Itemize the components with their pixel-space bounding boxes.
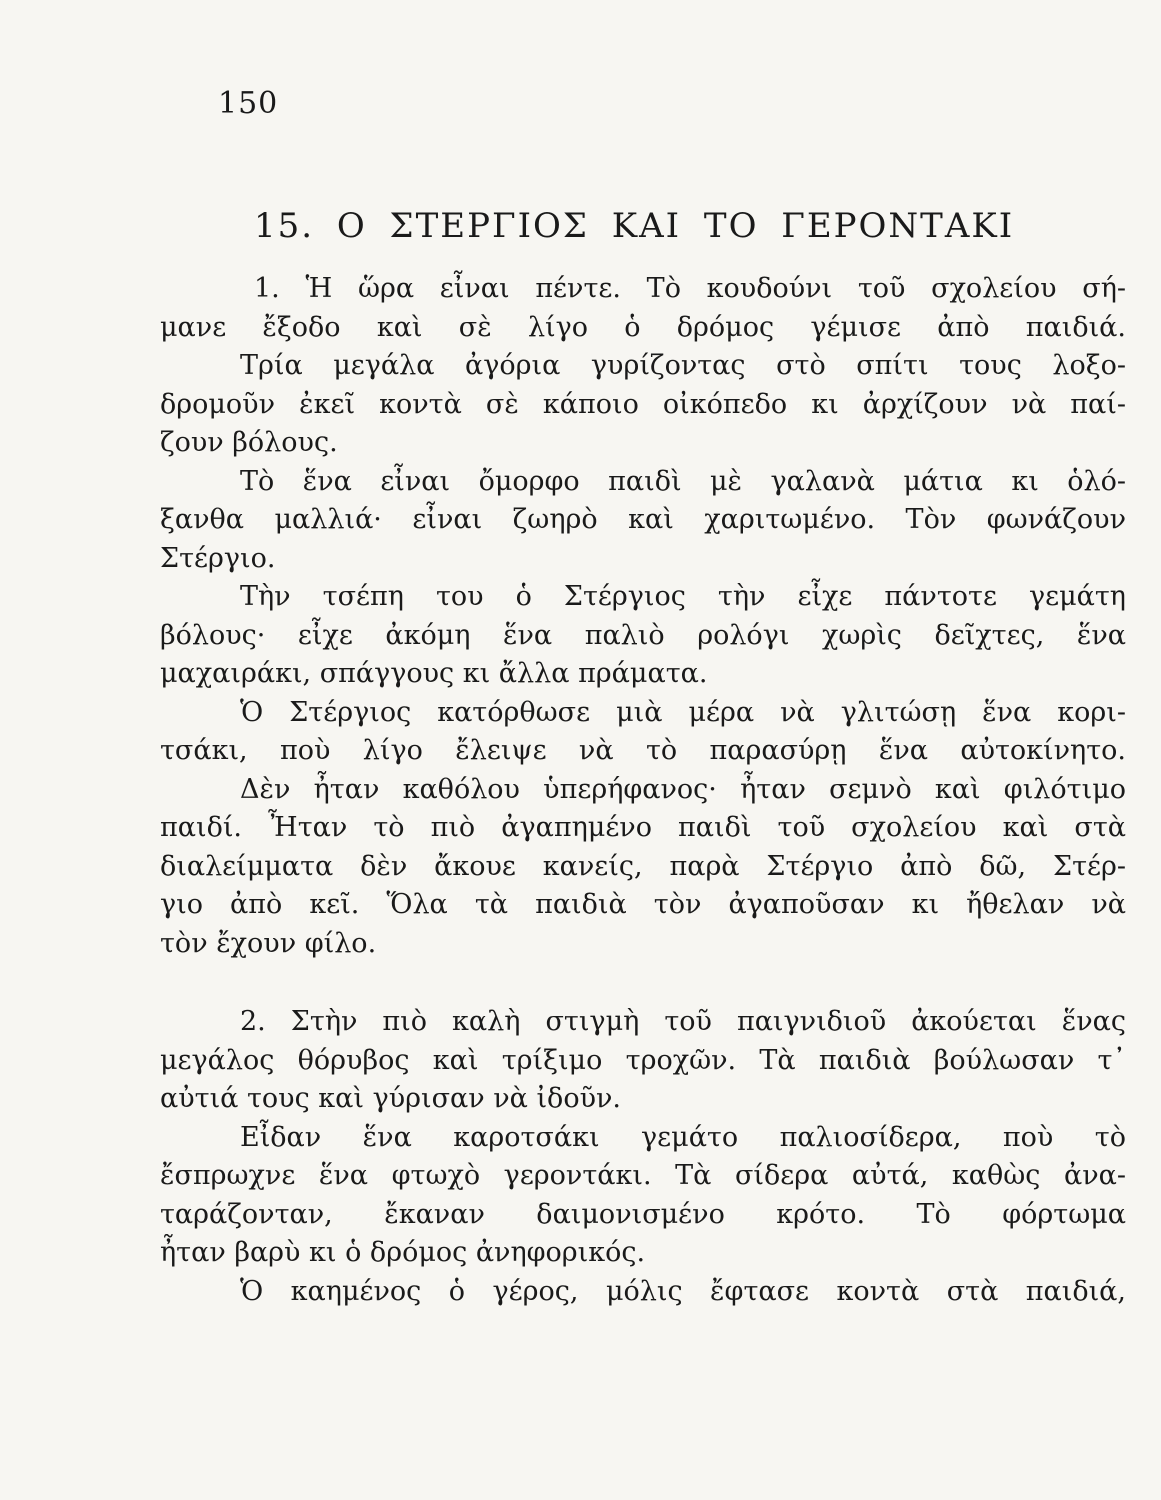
text-line: ἔσπρωχνε ἕνα φτωχὸ γεροντάκι. Τὰ σίδερα αὐτά, καθὼς ἀνα-	[160, 1160, 1126, 1191]
chapter-title: 15. Ο ΣΤΕΡΓΙΟΣ ΚΑΙ ΤΟ ΓΕΡΟΝΤΑΚΙ	[254, 206, 1015, 246]
page-number: 150	[218, 86, 279, 121]
text-line: Εἶδαν ἕνα καροτσάκι γεμάτο παλιοσίδερα, ποὺ τὸ	[240, 1121, 1126, 1153]
text-line: Τὸ ἕνα εἶναι ὄμορφο παιδὶ μὲ γαλανὰ μάτια κι ὁλό-	[240, 465, 1126, 497]
text-line: ταράζονταν, ἔκαναν δαιμονισμένο κρότο. Τὸ φόρτωμα	[160, 1198, 1126, 1230]
section-gap	[160, 963, 1126, 1003]
body-text	[160, 270, 1126, 1311]
text-line: 2. Στὴν πιὸ καλὴ στιγμὴ τοῦ παιγνιδιοῦ ἀκούεται ἕνας	[240, 1006, 1126, 1037]
text-line: βόλους· εἶχε ἀκόμη ἕνα παλιὸ ρολόγι χωρὶς δεῖχτες, ἕνα	[160, 619, 1126, 651]
text-line: δρομοῦν ἐκεῖ κοντὰ σὲ κάποιο οἰκόπεδο κι ἀρχίζουν νὰ παί-	[160, 388, 1126, 420]
text-line: Τὴν τσέπη του ὁ Στέργιος τὴν εἶχε πάντοτε γεμάτη	[240, 581, 1126, 612]
text-line: τσάκι, ποὺ λίγο ἔλειψε νὰ τὸ παρασύρῃ ἕνα αὐτοκίνητο.	[160, 735, 1126, 766]
text-line: Ὁ Στέργιος κατόρθωσε μιὰ μέρα νὰ γλιτώσῃ ἕνα κορι-	[240, 696, 1126, 728]
text-line: μεγάλος θόρυβος καὶ τρίξιμο τροχῶν. Τὰ παιδιὰ βούλωσαν τ᾿	[160, 1044, 1126, 1076]
text-line: μαχαιράκι, σπάγγους κι ἄλλα πράματα.	[160, 658, 708, 689]
text-line: ἦταν βαρὺ κι ὁ δρόμος ἀνηφορικός.	[160, 1237, 646, 1268]
text-line: γιο ἀπὸ κεῖ. Ὅλα τὰ παιδιὰ τὸν ἀγαποῦσαν κι ἤθελαν νὰ	[160, 889, 1126, 920]
text-line: Δὲν ἦταν καθόλου ὑπερήφανος· ἦταν σεμνὸ καὶ φιλότιμο	[240, 773, 1126, 805]
text-line: Τρία μεγάλα ἀγόρια γυρίζοντας στὸ σπίτι τους λοξο-	[240, 350, 1126, 381]
text-line: Ὁ καημένος ὁ γέρος, μόλις ἔφτασε κοντὰ στὰ παιδιά,	[240, 1275, 1126, 1307]
text-line: 1. Ἡ ὥρα εἶναι πέντε. Τὸ κουδούνι τοῦ σχολείου σή-	[254, 273, 1126, 304]
text-line: ζουν βόλους.	[160, 427, 338, 458]
text-line: παιδί. Ἦταν τὸ πιὸ ἀγαπημένο παιδὶ τοῦ σχολείου καὶ στὰ	[160, 812, 1126, 843]
text-line: Στέργιο.	[160, 542, 276, 574]
text-line: αὐτιά τους καὶ γύρισαν νὰ ἰδοῦν.	[160, 1083, 621, 1114]
text-line: μανε ἔξοδο καὶ σὲ λίγο ὁ δρόμος γέμισε ἀπὸ παιδιά.	[160, 311, 1126, 343]
text-line: τὸν ἔχουν φίλο.	[160, 927, 377, 959]
text-line: ξανθα μαλλιά· εἶναι ζωηρὸ καὶ χαριτωμένο. Τὸν φωνάζουν	[160, 504, 1126, 535]
text-line: διαλείμματα δὲν ἄκουε κανείς, παρὰ Στέργιο ἀπὸ δῶ, Στέρ-	[160, 850, 1126, 882]
